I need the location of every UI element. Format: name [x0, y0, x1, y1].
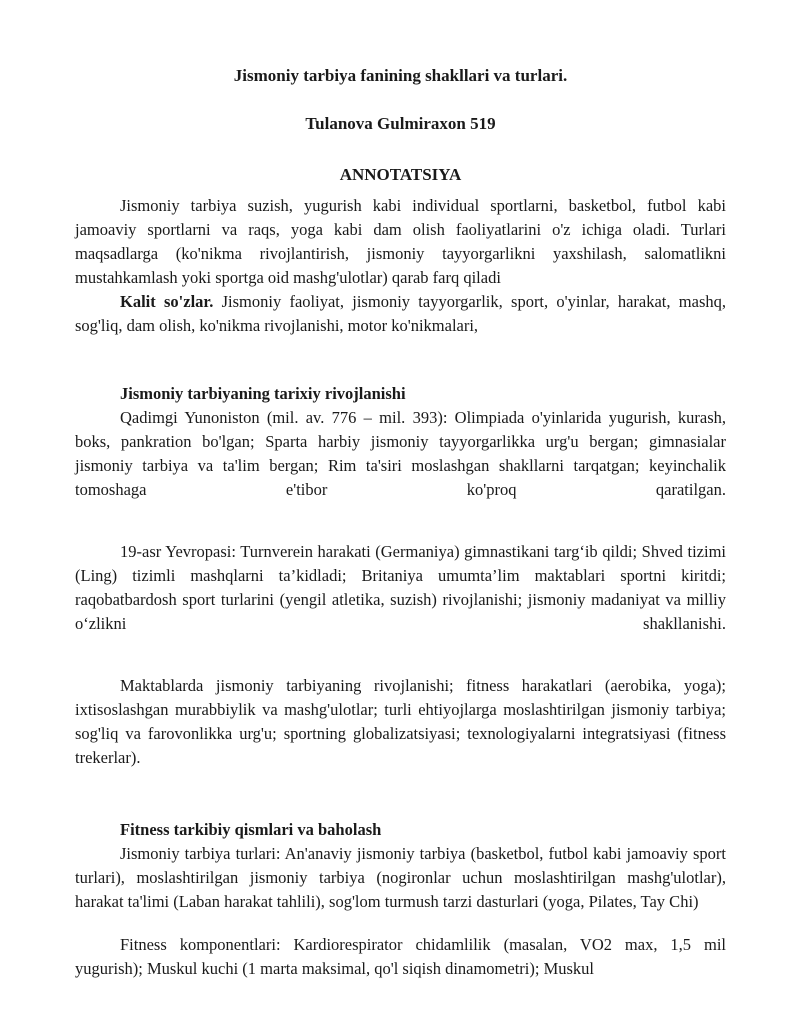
paragraph-history-19th-century: 19-asr Yevropasi: Turnverein harakati (Germaniya) gimnastikani targʻib qildi; Shved tizimi (Ling) tizimli mashqlarni ta’kidladi; Britaniya umumta’lim maktablari sportni kiritdi; raqobatbardosh sport turlarini (yengil atletika, suzish) rivojlanishi; jismoniy madaniyat va milliy oʻzlikni shakllanishi. [75, 542, 726, 633]
annotation-heading: ANNOTATSIYA [339, 165, 462, 184]
document-title: Jismoniy tarbiya fanining shakllari va turlari. [233, 66, 568, 85]
author-line: Tulanova Gulmiraxon 519 [305, 114, 496, 133]
section-heading-fitness: Fitness tarkibiy qismlari va baholash [120, 820, 382, 839]
paragraph-history-schools: Maktablarda jismoniy tarbiyaning rivojlanishi; fitness harakatlari (aerobika, yoga); ixtisoslashgan murabbiylik va mashg'ulotlar; turli ehtiyojlarga moslashtirilgan jismoniy tarbiya; sog'liq va farovonlikka urg'u; sportning globalizatsiyasi; texnologiyalarni integratsiyasi (fitness trekerlar). [75, 676, 726, 767]
keywords-label: Kalit so'zlar. [120, 292, 214, 311]
paragraph-history-ancient-greece: Qadimgi Yunoniston (mil. av. 776 – mil. 393): Olimpiada o'yinlarida yugurish, kurash, boks, pankration bo'lgan; Sparta harbiy jismoniy tayyorgarlikka urg'u bergan; gimnasialar jismoniy tarbiya va ta'lim bergan; Rim ta'siri moslashgan shakllarni tarqatgan; keyinchalik tomoshaga e'tibor ko'proq qaratilgan. [75, 408, 726, 499]
annotation-paragraph: Jismoniy tarbiya suzish, yugurish kabi individual sportlarni, basketbol, futbol kabi jamoaviy sportlarni va raqs, yoga kabi dam olish faoliyatlarini o'z ichiga oladi. Turlari maqsadlarga (ko'nikma rivojlantirish, jismoniy tayyorgarlikni yaxshilash, salomatlikni mustahkamlash yoki sportga oid mashg'ulotlar) qarab farq qiladi [75, 196, 726, 287]
keywords-text: Jismoniy faoliyat, jismoniy tayyorgarlik, sport, o'yinlar, harakat, mashq, sog'liq, dam olish, ko'nikma rivojlanishi, motor ko'nikmalari, [75, 292, 726, 335]
paragraph-fitness-components: Fitness komponentlari: Kardiorespirator chidamlilik (masalan, VO2 max, 1,5 mil yugurish); Muskul kuchi (1 marta maksimal, qo'l siqish dinamometri); Muskul [75, 935, 726, 978]
paragraph-fitness-types: Jismoniy tarbiya turlari: An'anaviy jismoniy tarbiya (basketbol, futbol kabi jamoaviy sport turlari), moslashtirilgan jismoniy tarbiya (nogironlar uchun moslashtirilgan mashg'ulotlar), harakat ta'limi (Laban harakat tahlili), sog'lom turmush tarzi dasturlari (yoga, Pilates, Tay Chi) [75, 844, 726, 911]
keywords-paragraph [75, 290, 726, 338]
section-heading-history: Jismoniy tarbiyaning tarixiy rivojlanishi [120, 384, 406, 403]
